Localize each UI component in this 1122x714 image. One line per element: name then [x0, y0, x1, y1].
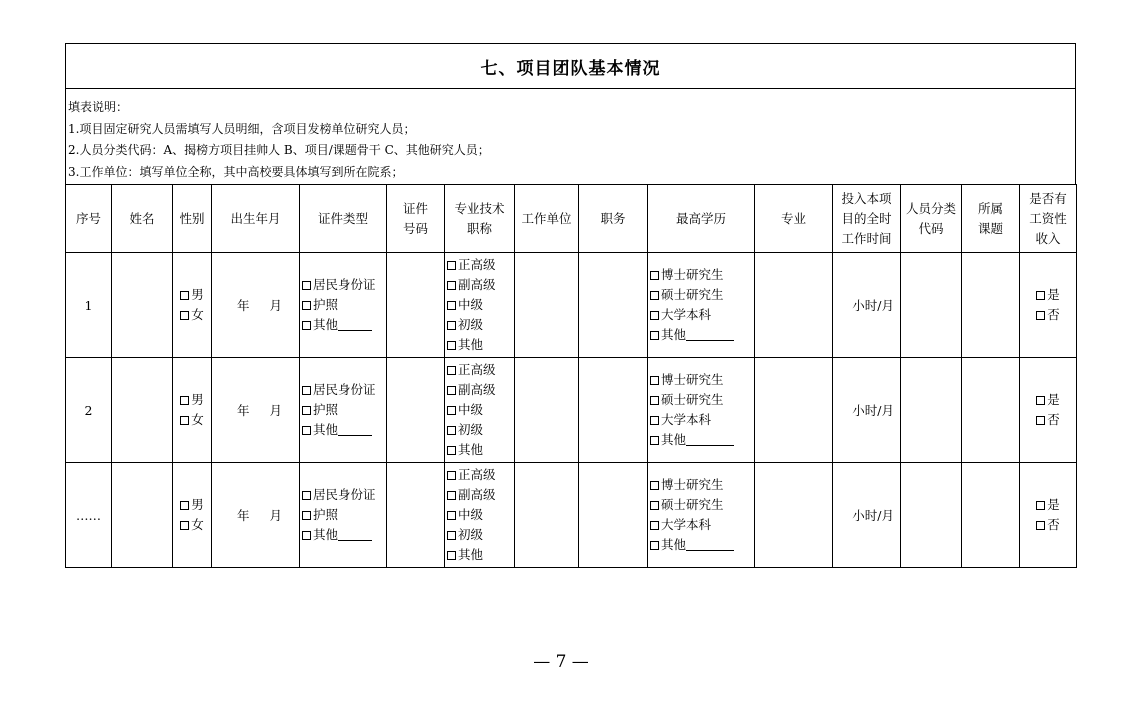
header-line: 代码	[918, 220, 944, 236]
id-type-option[interactable]	[302, 275, 386, 295]
option-label: 其他	[458, 442, 484, 457]
id-type-option[interactable]	[302, 420, 386, 440]
checkbox-icon[interactable]	[447, 491, 456, 500]
checkbox-icon[interactable]	[650, 396, 659, 405]
gender-option[interactable]	[180, 285, 204, 305]
category-cell[interactable]	[901, 463, 962, 568]
option-label: 博士研究生	[661, 372, 724, 387]
checkbox-icon[interactable]	[302, 426, 311, 435]
gender-option[interactable]	[180, 515, 204, 535]
edu-option[interactable]	[650, 390, 754, 410]
option-label: 大学本科	[661, 517, 712, 532]
option-label: 副高级	[458, 277, 496, 292]
seq-cell: 2	[66, 358, 112, 463]
salary-option[interactable]	[1036, 285, 1060, 305]
fill-blank[interactable]	[686, 537, 734, 551]
header-line: 是否有	[1029, 190, 1067, 206]
header-line: 投入本项	[841, 190, 892, 206]
checkbox-icon[interactable]	[650, 501, 659, 510]
edu-option[interactable]	[650, 515, 754, 535]
edu-option[interactable]	[650, 325, 754, 345]
header-title	[445, 185, 515, 253]
header-line: 工资性	[1029, 210, 1067, 226]
header-name: 姓名	[112, 185, 173, 253]
year-label: 年	[236, 298, 250, 313]
option-label: 博士研究生	[661, 477, 724, 492]
checkbox-icon[interactable]	[447, 386, 456, 395]
month-label: 月	[269, 508, 283, 523]
edu-cell	[648, 463, 755, 568]
checkbox-icon[interactable]	[180, 416, 189, 425]
checkbox-icon[interactable]	[302, 321, 311, 330]
option-label: 大学本科	[661, 307, 712, 322]
header-birth: 出生年月	[212, 185, 300, 253]
id-no-cell[interactable]	[387, 463, 445, 568]
topic-cell[interactable]	[962, 253, 1020, 358]
option-label: 硕士研究生	[661, 497, 724, 512]
option-label: 护照	[313, 507, 339, 522]
checkbox-icon[interactable]	[302, 531, 311, 540]
gender-cell	[173, 358, 212, 463]
edu-option[interactable]	[650, 265, 754, 285]
id-type-cell	[300, 463, 387, 568]
option-label: 正高级	[458, 257, 496, 272]
option-label: 女	[191, 412, 204, 427]
id-type-cell	[300, 253, 387, 358]
checkbox-icon[interactable]	[447, 321, 456, 330]
checkbox-icon[interactable]	[302, 491, 311, 500]
year-label: 年	[236, 508, 250, 523]
option-label: 其他	[661, 537, 687, 552]
title-option[interactable]	[447, 485, 514, 505]
checkbox-icon[interactable]	[447, 471, 456, 480]
option-label: 副高级	[458, 382, 496, 397]
edu-cell	[648, 253, 755, 358]
option-label: 否	[1047, 307, 1060, 322]
header-salary	[1020, 185, 1077, 253]
header-unit: 工作单位	[515, 185, 579, 253]
checkbox-icon[interactable]	[1036, 521, 1045, 530]
option-label: 其他	[661, 432, 687, 447]
checkbox-icon[interactable]	[650, 436, 659, 445]
option-label: 正高级	[458, 362, 496, 377]
checkbox-icon[interactable]	[302, 511, 311, 520]
header-line: 所属	[977, 200, 1003, 216]
title-option[interactable]	[447, 275, 514, 295]
title-option[interactable]	[447, 545, 514, 565]
post-cell[interactable]	[579, 463, 648, 568]
checkbox-icon[interactable]	[650, 331, 659, 340]
fill-instructions	[65, 88, 1076, 184]
checkbox-icon[interactable]	[180, 291, 189, 300]
fill-blank[interactable]	[338, 527, 372, 541]
checkbox-icon[interactable]	[447, 551, 456, 560]
salary-cell	[1020, 253, 1077, 358]
checkbox-icon[interactable]	[650, 291, 659, 300]
title-option[interactable]	[447, 525, 514, 545]
option-label: 是	[1047, 392, 1060, 407]
checkbox-icon[interactable]	[1036, 501, 1045, 510]
birth-cell[interactable]	[212, 358, 300, 463]
note-line: 3.工作单位：填写单位全称，其中高校要具体填写到所在院系；	[68, 164, 404, 179]
title-option[interactable]	[447, 400, 514, 420]
title-option[interactable]	[447, 360, 514, 380]
title-option[interactable]	[447, 440, 514, 460]
checkbox-icon[interactable]	[1036, 291, 1045, 300]
checkbox-icon[interactable]	[1036, 416, 1045, 425]
name-cell[interactable]	[112, 253, 173, 358]
header-post: 职务	[579, 185, 648, 253]
checkbox-icon[interactable]	[447, 511, 456, 520]
option-label: 初级	[458, 422, 484, 437]
header-line: 证件	[402, 200, 428, 216]
id-type-option[interactable]	[302, 505, 386, 525]
option-label: 初级	[458, 317, 484, 332]
option-label: 是	[1047, 497, 1060, 512]
title-option[interactable]	[447, 380, 514, 400]
checkbox-icon[interactable]	[302, 301, 311, 310]
team-info-form	[65, 43, 1076, 568]
checkbox-icon[interactable]	[447, 366, 456, 375]
option-label: 女	[191, 307, 204, 322]
option-label: 大学本科	[661, 412, 712, 427]
id-type-option[interactable]	[302, 400, 386, 420]
option-label: 居民身份证	[313, 487, 376, 502]
post-cell[interactable]	[579, 253, 648, 358]
gender-option[interactable]	[180, 410, 204, 430]
gender-cell	[173, 253, 212, 358]
team-table	[65, 184, 1077, 568]
header-line: 人员分类	[905, 200, 956, 216]
option-label: 居民身份证	[313, 382, 376, 397]
header-id-no	[387, 185, 445, 253]
salary-cell	[1020, 358, 1077, 463]
checkbox-icon[interactable]	[447, 301, 456, 310]
time-cell[interactable]: 小时/月	[833, 463, 901, 568]
option-label: 中级	[458, 297, 484, 312]
header-line: 工作时间	[841, 230, 892, 246]
checkbox-icon[interactable]	[650, 481, 659, 490]
header-line: 课题	[977, 220, 1003, 236]
option-label: 初级	[458, 527, 484, 542]
seq-cell: ……	[66, 463, 112, 568]
checkbox-icon[interactable]	[302, 386, 311, 395]
gender-cell	[173, 463, 212, 568]
title-option[interactable]	[447, 315, 514, 335]
id-type-option[interactable]	[302, 485, 386, 505]
checkbox-icon[interactable]	[447, 281, 456, 290]
header-row	[66, 185, 1077, 253]
name-cell[interactable]	[112, 463, 173, 568]
header-line: 职称	[466, 220, 492, 236]
checkbox-icon[interactable]	[650, 521, 659, 530]
option-label: 男	[191, 497, 204, 512]
option-label: 否	[1047, 517, 1060, 532]
option-label: 正高级	[458, 467, 496, 482]
option-label: 女	[191, 517, 204, 532]
title-option[interactable]	[447, 335, 514, 355]
checkbox-icon[interactable]	[447, 531, 456, 540]
header-topic	[962, 185, 1020, 253]
table-row	[66, 253, 1077, 358]
salary-option[interactable]	[1036, 305, 1060, 325]
gender-option[interactable]	[180, 495, 204, 515]
checkbox-icon[interactable]	[302, 406, 311, 415]
page-number: — 7 —	[533, 652, 589, 672]
option-label: 其他	[313, 527, 339, 542]
header-gender: 性别	[173, 185, 212, 253]
checkbox-icon[interactable]	[180, 396, 189, 405]
id-type-option[interactable]	[302, 315, 386, 335]
header-line: 号码	[402, 220, 428, 236]
checkbox-icon[interactable]	[447, 406, 456, 415]
header-seq: 序号	[66, 185, 112, 253]
checkbox-icon[interactable]	[447, 261, 456, 270]
option-label: 硕士研究生	[661, 287, 724, 302]
table-row	[66, 358, 1077, 463]
title-option[interactable]	[447, 465, 514, 485]
birth-cell[interactable]	[212, 463, 300, 568]
option-label: 硕士研究生	[661, 392, 724, 407]
id-no-cell[interactable]	[387, 253, 445, 358]
id-type-option[interactable]	[302, 295, 386, 315]
option-label: 博士研究生	[661, 267, 724, 282]
seq-cell: 1	[66, 253, 112, 358]
option-label: 其他	[661, 327, 687, 342]
time-cell[interactable]: 小时/月	[833, 253, 901, 358]
option-label: 中级	[458, 507, 484, 522]
edu-option[interactable]	[650, 475, 754, 495]
checkbox-icon[interactable]	[650, 541, 659, 550]
id-no-cell[interactable]	[387, 358, 445, 463]
option-label: 其他	[458, 337, 484, 352]
id-type-cell	[300, 358, 387, 463]
salary-option[interactable]	[1036, 515, 1060, 535]
edu-option[interactable]	[650, 370, 754, 390]
gender-option[interactable]	[180, 390, 204, 410]
year-label: 年	[236, 403, 250, 418]
option-label: 男	[191, 392, 204, 407]
id-type-option[interactable]	[302, 525, 386, 545]
edu-option[interactable]	[650, 305, 754, 325]
checkbox-icon[interactable]	[180, 521, 189, 530]
header-line: 专业技术	[454, 200, 505, 216]
checkbox-icon[interactable]	[180, 501, 189, 510]
header-major: 专业	[755, 185, 833, 253]
edu-option[interactable]	[650, 535, 754, 555]
birth-cell[interactable]	[212, 253, 300, 358]
option-label: 男	[191, 287, 204, 302]
note-line: 填表说明：	[68, 100, 129, 114]
salary-option[interactable]	[1036, 410, 1060, 430]
title-option[interactable]	[447, 420, 514, 440]
title-option[interactable]	[447, 255, 514, 275]
option-label: 其他	[313, 422, 339, 437]
month-label: 月	[269, 298, 283, 313]
checkbox-icon[interactable]	[447, 426, 456, 435]
salary-cell	[1020, 463, 1077, 568]
major-cell[interactable]	[755, 253, 833, 358]
header-line: 目的全时	[841, 210, 892, 226]
major-cell[interactable]	[755, 463, 833, 568]
section-title: 七、项目团队基本情况	[65, 43, 1076, 88]
header-edu: 最高学历	[648, 185, 755, 253]
month-label: 月	[269, 403, 283, 418]
option-label: 护照	[313, 402, 339, 417]
topic-cell[interactable]	[962, 358, 1020, 463]
title-cell	[445, 358, 515, 463]
major-cell[interactable]	[755, 358, 833, 463]
name-cell[interactable]	[112, 358, 173, 463]
checkbox-icon[interactable]	[1036, 311, 1045, 320]
unit-cell[interactable]	[515, 253, 579, 358]
header-time	[833, 185, 901, 253]
time-cell[interactable]: 小时/月	[833, 358, 901, 463]
title-cell	[445, 463, 515, 568]
edu-option[interactable]	[650, 430, 754, 450]
option-label: 其他	[458, 547, 484, 562]
option-label: 是	[1047, 287, 1060, 302]
option-label: 中级	[458, 402, 484, 417]
title-option[interactable]	[447, 295, 514, 315]
gender-option[interactable]	[180, 305, 204, 325]
checkbox-icon[interactable]	[447, 446, 456, 455]
unit-cell[interactable]	[515, 463, 579, 568]
checkbox-icon[interactable]	[447, 341, 456, 350]
note-line: 1.项目固定研究人员需填写人员明细，含项目发榜单位研究人员；	[68, 121, 416, 136]
checkbox-icon[interactable]	[302, 281, 311, 290]
salary-option[interactable]	[1036, 390, 1060, 410]
category-cell[interactable]	[901, 358, 962, 463]
category-cell[interactable]	[901, 253, 962, 358]
note-line: 2.人员分类代码：A、揭榜方项目挂帅人 B、项目/课题骨干 C、其他研究人员；	[68, 143, 490, 157]
unit-cell[interactable]	[515, 358, 579, 463]
edu-option[interactable]	[650, 495, 754, 515]
edu-cell	[648, 358, 755, 463]
id-type-option[interactable]	[302, 380, 386, 400]
checkbox-icon[interactable]	[650, 271, 659, 280]
checkbox-icon[interactable]	[180, 311, 189, 320]
title-option[interactable]	[447, 505, 514, 525]
salary-option[interactable]	[1036, 495, 1060, 515]
topic-cell[interactable]	[962, 463, 1020, 568]
edu-option[interactable]	[650, 410, 754, 430]
header-category	[901, 185, 962, 253]
fill-blank[interactable]	[686, 327, 734, 341]
checkbox-icon[interactable]	[650, 376, 659, 385]
option-label: 副高级	[458, 487, 496, 502]
edu-option[interactable]	[650, 285, 754, 305]
checkbox-icon[interactable]	[1036, 396, 1045, 405]
option-label: 其他	[313, 317, 339, 332]
title-cell	[445, 253, 515, 358]
checkbox-icon[interactable]	[650, 311, 659, 320]
option-label: 居民身份证	[313, 277, 376, 292]
fill-blank[interactable]	[338, 317, 372, 331]
table-row	[66, 463, 1077, 568]
header-line: 收入	[1035, 230, 1061, 246]
header-id-type: 证件类型	[300, 185, 387, 253]
fill-blank[interactable]	[338, 422, 372, 436]
fill-blank[interactable]	[686, 432, 734, 446]
option-label: 护照	[313, 297, 339, 312]
checkbox-icon[interactable]	[650, 416, 659, 425]
post-cell[interactable]	[579, 358, 648, 463]
option-label: 否	[1047, 412, 1060, 427]
